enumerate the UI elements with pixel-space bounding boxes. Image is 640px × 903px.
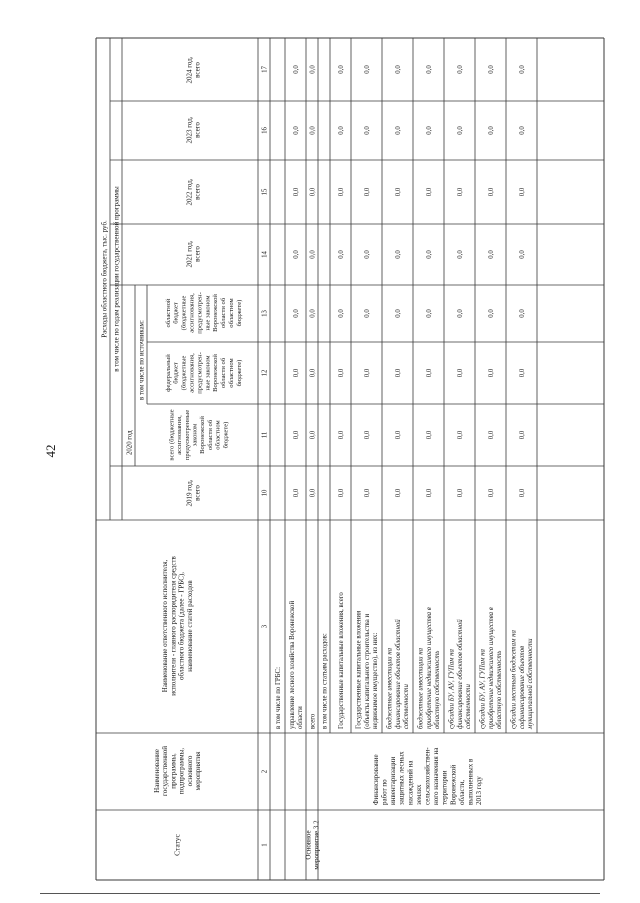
header-2024-line: всего (193, 62, 202, 78)
row-label-9 (480, 607, 503, 729)
row-label-7-line: приобретение недвижимого имущества в (425, 607, 433, 729)
program-cell-line: 2013 году (475, 776, 484, 805)
row-5-value-17 (364, 65, 371, 74)
row-5-value-10 (364, 488, 371, 497)
row-4-value-13 (338, 309, 345, 318)
header-status (173, 833, 182, 855)
row-5-value-12-line: 0,0 (363, 368, 371, 378)
header-2021 (185, 240, 201, 267)
row-1-value-11 (293, 430, 300, 439)
header-col13-regional (165, 292, 243, 334)
column-number-15-line: 15 (261, 188, 269, 196)
header-status-line: Статус (172, 834, 182, 856)
header-executor-line: наименование статей расходов (185, 580, 194, 672)
page-number: 42 (43, 444, 58, 458)
row-4-value-16 (338, 126, 345, 135)
header-2020-sources-line: в том числе по источникам: (138, 320, 146, 400)
row-8-value-17 (457, 65, 464, 74)
row-4-value-14 (338, 250, 345, 259)
header-col11-total-line: предусмотренные (183, 409, 191, 461)
row-9-value-15 (488, 187, 495, 196)
row-8-value-15-line: 0,0 (456, 187, 464, 197)
row-5-value-13-line: 0,0 (363, 309, 371, 318)
row-7-value-13 (426, 309, 433, 318)
program-cell-line: насаждений на (406, 760, 415, 805)
row-5-value-16 (364, 126, 371, 135)
header-2024 (185, 56, 201, 83)
row-10-value-17-line: 0,0 (518, 65, 526, 74)
header-2022-line: 2022 год, (185, 178, 194, 206)
status-cell-line: Основное (304, 830, 313, 860)
column-number-16 (261, 127, 268, 134)
row-6-value-17 (395, 65, 402, 74)
row-2-value-17 (309, 65, 316, 74)
row-8-value-10 (457, 488, 464, 497)
row-9-value-17-line: 0,0 (487, 65, 495, 74)
row-10-value-10 (519, 488, 526, 497)
program-cell-line: защитных лесных (397, 751, 406, 805)
row-2-value-16-line: 0,0 (309, 126, 317, 135)
row-6-value-12-line: 0,0 (394, 368, 402, 378)
header-program-name-line: государственной (161, 746, 170, 796)
row-5-value-15-line: 0,0 (363, 187, 371, 197)
header-expenses (100, 220, 108, 338)
column-number-14 (261, 251, 268, 258)
row-8-value-12 (457, 368, 464, 377)
row-4-value-15-line: 0,0 (337, 187, 345, 197)
header-2024-line: 2024 год, (185, 56, 194, 84)
row-6-value-14-line: 0,0 (394, 250, 402, 259)
header-col12-federal (165, 352, 243, 394)
header-col12-federal-line: предусмотрен- (196, 352, 204, 394)
row-label-9-line: субсидии БУ, АУ, ГУПам на (479, 649, 487, 729)
header-col11-total-line: всего (бюджетные (168, 409, 176, 461)
header-col12-federal-line: (бюджетные (180, 355, 188, 391)
header-executor-line: областного бюджета (далее - ГРБС), (177, 572, 186, 680)
header-program-name (153, 746, 202, 796)
row-7-value-17 (426, 65, 433, 74)
column-number-12 (261, 369, 268, 376)
row-label-1 (289, 601, 304, 729)
row-6-value-16 (395, 126, 402, 135)
column-number-2 (261, 769, 268, 773)
row-6-value-16-line: 0,0 (394, 126, 402, 135)
header-col11-total-line: области об (206, 419, 214, 451)
header-col12-federal-line: областном (227, 358, 235, 388)
row-9-value-11-line: 0,0 (487, 430, 495, 440)
header-col13-regional-line: областной (164, 298, 172, 328)
column-number-1 (261, 843, 268, 846)
row-label-7 (418, 607, 441, 729)
row-7-value-15 (426, 187, 433, 196)
header-2020-sources (138, 320, 145, 400)
row-1-value-13 (293, 309, 300, 318)
row-1-value-17 (293, 65, 300, 74)
row-5-value-11 (364, 430, 371, 439)
program-cell-line: ного назначения на (432, 747, 441, 805)
header-col12-federal-line: ассигнования, (188, 353, 196, 393)
row-10-value-12 (519, 368, 526, 377)
row-8-value-16-line: 0,0 (456, 126, 464, 135)
row-2-value-14-line: 0,0 (309, 250, 317, 259)
row-label-8-line: собственности (465, 684, 473, 729)
row-1-value-10 (293, 488, 300, 497)
row-9-value-12 (488, 368, 495, 377)
row-2-value-16 (309, 126, 316, 135)
row-2-value-12 (309, 368, 316, 377)
row-7-value-16-line: 0,0 (425, 126, 433, 135)
row-7-value-10-line: 0,0 (425, 488, 433, 498)
row-10-value-16-line: 0,0 (518, 126, 526, 135)
header-2019-line: всего (193, 485, 202, 501)
row-4-value-16-line: 0,0 (337, 126, 345, 135)
row-label-5-line: Государственные капитальные вложения (355, 610, 363, 729)
row-5-value-13 (364, 309, 371, 318)
row-10-value-16 (519, 126, 526, 135)
row-6-value-14 (395, 250, 402, 259)
row-2-value-15 (309, 187, 316, 196)
bottom-rule (40, 893, 600, 894)
row-8-value-14-line: 0,0 (456, 250, 464, 259)
row-label-6-line: бюджетные инвестиции на (386, 647, 394, 729)
column-number-10-line: 10 (261, 489, 269, 497)
row-4-value-12-line: 0,0 (337, 368, 345, 378)
header-2023-line: всего (193, 122, 202, 138)
row-1-value-10-line: 0,0 (292, 488, 300, 498)
column-number-3 (261, 624, 268, 628)
row-2-value-13 (309, 309, 316, 318)
row-7-value-11 (426, 430, 433, 439)
row-9-value-12-line: 0,0 (487, 368, 495, 378)
row-9-value-11 (488, 430, 495, 439)
header-col12-federal-line: Воронежской (212, 354, 220, 392)
header-2022 (185, 178, 201, 205)
column-number-16-line: 16 (261, 127, 269, 134)
row-label-2-line: всего (309, 713, 317, 729)
row-2-value-13-line: 0,0 (309, 309, 317, 318)
column-number-1-line: 1 (261, 843, 269, 847)
row-7-value-17-line: 0,0 (425, 65, 433, 74)
row-10-value-15 (519, 187, 526, 196)
row-8-value-12-line: 0,0 (456, 368, 464, 378)
header-by-years-line: в том числе по годам реализации государственной программы (112, 186, 121, 372)
row-8-value-16 (457, 126, 464, 135)
row-8-value-15 (457, 187, 464, 196)
row-2-value-10 (309, 488, 316, 497)
row-10-value-15-line: 0,0 (518, 187, 526, 197)
row-4-value-13-line: 0,0 (337, 309, 345, 318)
row-1-value-15 (293, 187, 300, 196)
header-executor-line: Наименование ответственного исполнителя, (161, 559, 170, 693)
header-2023 (185, 116, 201, 143)
header-col12-federal-line: федеральный (164, 354, 172, 392)
header-col11-total-line: областном (214, 420, 222, 450)
header-col11-total (168, 409, 229, 460)
row-6-value-15-line: 0,0 (394, 187, 402, 197)
row-5-value-14 (364, 250, 371, 259)
row-10-value-13 (519, 309, 526, 318)
row-2-value-17-line: 0,0 (309, 65, 317, 74)
row-label-1-line: управление лесного хозяйства Воронежской (288, 600, 296, 729)
row-label-10-line: софинансирование объектов (518, 645, 526, 729)
header-2019-line: 2019 год, (185, 479, 194, 507)
row-label-10-line: субсидии местным бюджетам на (510, 630, 518, 729)
row-8-value-13 (457, 309, 464, 318)
row-10-value-13-line: 0,0 (518, 309, 526, 318)
row-1-value-14 (293, 250, 300, 259)
program-cell (372, 747, 483, 805)
program-cell-line: Финансирование (371, 754, 380, 805)
column-number-14-line: 14 (261, 251, 269, 258)
header-2021-line: всего (193, 246, 202, 262)
row-label-10 (511, 630, 534, 730)
row-6-value-10-line: 0,0 (394, 488, 402, 498)
header-col13-regional-line: ные законом (204, 295, 212, 331)
row-9-value-13 (488, 309, 495, 318)
row-8-value-13-line: 0,0 (456, 309, 464, 318)
header-col12-federal-line: бюджет (172, 362, 180, 384)
row-6-value-10 (395, 488, 402, 497)
header-program-name-line: программы, (169, 753, 178, 789)
row-label-9-line: приобретение недвижимого имущества в (487, 607, 495, 729)
row-7-value-13-line: 0,0 (425, 309, 433, 318)
row-6-value-15 (395, 187, 402, 196)
column-number-11 (261, 432, 268, 439)
row-1-value-16 (293, 126, 300, 135)
row-4-value-12 (338, 368, 345, 377)
row-10-value-14 (519, 250, 526, 259)
row-9-value-16-line: 0,0 (487, 126, 495, 135)
column-number-3-line: 3 (261, 624, 269, 629)
row-1-value-14-line: 0,0 (292, 250, 300, 259)
header-col12-federal-line: ные законом (204, 355, 212, 391)
row-label-0 (275, 667, 282, 729)
row-label-7-line: областную собственность (434, 650, 442, 729)
row-7-value-14 (426, 250, 433, 259)
row-label-7-line: бюджетные инвестиции на (417, 647, 425, 729)
row-7-value-12 (426, 368, 433, 377)
row-2-value-11-line: 0,0 (309, 430, 317, 440)
row-5-value-12 (364, 368, 371, 377)
row-label-6-line: собственности (403, 684, 411, 729)
header-col13-regional-line: областном (227, 298, 235, 328)
row-label-1-line: области (296, 706, 304, 729)
row-7-value-16 (426, 126, 433, 135)
header-col13-regional-line: (бюджетные (180, 295, 188, 331)
row-1-value-15-line: 0,0 (292, 187, 300, 197)
column-number-17-line: 17 (261, 66, 269, 73)
row-4-value-10 (338, 488, 345, 497)
row-label-5 (356, 611, 379, 729)
row-label-8-line: субсидии БУ, АУ, ГУПам на (448, 649, 456, 729)
row-4-value-17-line: 0,0 (337, 65, 345, 74)
header-col13-regional-line: бюджете) (235, 299, 243, 327)
row-6-value-13-line: 0,0 (394, 309, 402, 318)
row-9-value-16 (488, 126, 495, 135)
column-number-2-line: 2 (261, 769, 269, 774)
row-1-value-16-line: 0,0 (292, 126, 300, 135)
header-2020-line: 2020 год (126, 430, 134, 455)
row-10-value-11 (519, 430, 526, 439)
row-8-value-11-line: 0,0 (456, 430, 464, 440)
row-label-4-line: Государственные капитальные вложения, всего (337, 592, 345, 729)
row-4-value-11 (338, 430, 345, 439)
row-2-value-15-line: 0,0 (309, 187, 317, 197)
header-col13-regional-line: предусмотрен- (196, 292, 204, 334)
program-cell-line: Воронежской (449, 764, 458, 805)
program-cell-line: работ по (380, 779, 389, 805)
row-4-value-15 (338, 187, 345, 196)
row-6-value-13 (395, 309, 402, 318)
row-1-value-17-line: 0,0 (292, 65, 300, 74)
row-4-value-14-line: 0,0 (337, 250, 345, 259)
row-9-value-14 (488, 250, 495, 259)
row-1-value-13-line: 0,0 (292, 309, 300, 318)
row-5-value-14-line: 0,0 (363, 250, 371, 259)
row-label-9-line: областную собственность (496, 650, 504, 729)
row-9-value-13-line: 0,0 (487, 309, 495, 318)
row-1-value-11-line: 0,0 (292, 430, 300, 440)
header-col13-regional-line: области об (220, 297, 228, 329)
row-label-2 (309, 713, 316, 729)
row-label-6 (387, 619, 410, 729)
header-program-name-line: основного (185, 755, 194, 787)
row-4-value-10-line: 0,0 (337, 488, 345, 498)
row-2-value-10-line: 0,0 (309, 488, 317, 498)
column-number-11-line: 11 (261, 431, 269, 439)
row-5-value-11-line: 0,0 (363, 430, 371, 440)
row-label-4 (338, 592, 345, 729)
row-label-6-line: финансирование объектов областной (394, 619, 402, 729)
header-col12-federal-line: области об (220, 357, 228, 389)
row-6-value-17-line: 0,0 (394, 65, 402, 74)
row-8-value-14 (457, 250, 464, 259)
row-7-value-12-line: 0,0 (425, 368, 433, 378)
header-col13-regional-line: Воронежской (212, 294, 220, 332)
row-label-0-line: в том числе по ГРБС: (274, 667, 282, 729)
row-10-value-12-line: 0,0 (518, 368, 526, 378)
header-2020 (126, 430, 133, 455)
header-by-years (112, 186, 120, 372)
row-2-value-14 (309, 250, 316, 259)
row-label-3 (321, 633, 328, 729)
row-9-value-15-line: 0,0 (487, 187, 495, 197)
program-cell-line: сельскохозяйствен- (423, 747, 432, 805)
row-7-value-10 (426, 488, 433, 497)
row-8-value-11 (457, 430, 464, 439)
row-7-value-11-line: 0,0 (425, 430, 433, 440)
row-2-value-11 (309, 430, 316, 439)
row-label-5-line: (объекты капитального строительства и (363, 613, 371, 729)
row-8-value-10-line: 0,0 (456, 488, 464, 498)
row-label-8 (449, 619, 472, 729)
column-number-15 (261, 188, 268, 195)
header-executor (161, 556, 194, 696)
header-2023-line: 2023 год, (185, 116, 194, 144)
row-4-value-17 (338, 65, 345, 74)
header-col11-total-line: ассигнования, (176, 415, 184, 455)
header-col13-regional-line: ассигнования, (188, 293, 196, 333)
row-1-value-12 (293, 368, 300, 377)
header-col13-regional-line: бюджет (172, 302, 180, 324)
header-program-name-line: подпрограммы, (177, 747, 186, 795)
row-label-3-line: в том числе по статьям расходов: (321, 633, 329, 729)
program-cell-line: инвентаризации (389, 756, 398, 805)
row-5-value-17-line: 0,0 (363, 65, 371, 74)
row-7-value-14-line: 0,0 (425, 250, 433, 259)
header-col12-federal-line: бюджете) (235, 359, 243, 387)
column-number-17 (261, 66, 268, 73)
row-6-value-11-line: 0,0 (394, 430, 402, 440)
row-9-value-14-line: 0,0 (487, 250, 495, 259)
column-number-10 (261, 489, 268, 496)
program-cell-line: землях (414, 784, 423, 805)
row-9-value-10 (488, 488, 495, 497)
row-5-value-10-line: 0,0 (363, 488, 371, 498)
program-cell-line: выполненных в (466, 758, 475, 805)
header-executor-line: исполнителя - главного распорядителя средств (169, 556, 178, 696)
status-cell-line: мероприятие 3.2 (312, 820, 321, 870)
column-number-13 (261, 310, 268, 317)
row-label-10-line: муниципальной собственности (527, 638, 535, 729)
row-10-value-14-line: 0,0 (518, 250, 526, 259)
header-2021-line: 2021 год, (185, 240, 194, 268)
header-2019 (185, 479, 201, 506)
row-5-value-16-line: 0,0 (363, 126, 371, 135)
row-label-5-line: недвижимое имущество), из них: (372, 632, 380, 729)
row-1-value-12-line: 0,0 (292, 368, 300, 378)
program-cell-line: области, (457, 779, 466, 805)
program-cell-line: территории (440, 770, 449, 805)
status-cell (304, 820, 320, 870)
column-number-13-line: 13 (261, 310, 269, 317)
column-number-12-line: 12 (261, 369, 269, 377)
row-9-value-17 (488, 65, 495, 74)
header-expenses-line: Расходы областного бюджета, тыс. руб. (100, 220, 109, 338)
row-7-value-15-line: 0,0 (425, 187, 433, 197)
header-col11-total-line: бюджете) (222, 421, 230, 449)
row-10-value-17 (519, 65, 526, 74)
row-10-value-10-line: 0,0 (518, 488, 526, 498)
row-6-value-11 (395, 430, 402, 439)
header-2022-line: всего (193, 184, 202, 200)
row-4-value-11-line: 0,0 (337, 430, 345, 440)
header-program-name-line: Наименование (152, 749, 161, 793)
row-label-8-line: финансирование объектов областной (456, 619, 464, 729)
row-6-value-12 (395, 368, 402, 377)
row-8-value-17-line: 0,0 (456, 65, 464, 74)
header-col11-total-line: законом (191, 423, 199, 447)
row-5-value-15 (364, 187, 371, 196)
row-9-value-10-line: 0,0 (487, 488, 495, 498)
header-col11-total-line: Воронежской (199, 416, 207, 454)
row-10-value-11-line: 0,0 (518, 430, 526, 440)
row-2-value-12-line: 0,0 (309, 368, 317, 378)
header-program-name-line: мероприятия (194, 751, 203, 791)
